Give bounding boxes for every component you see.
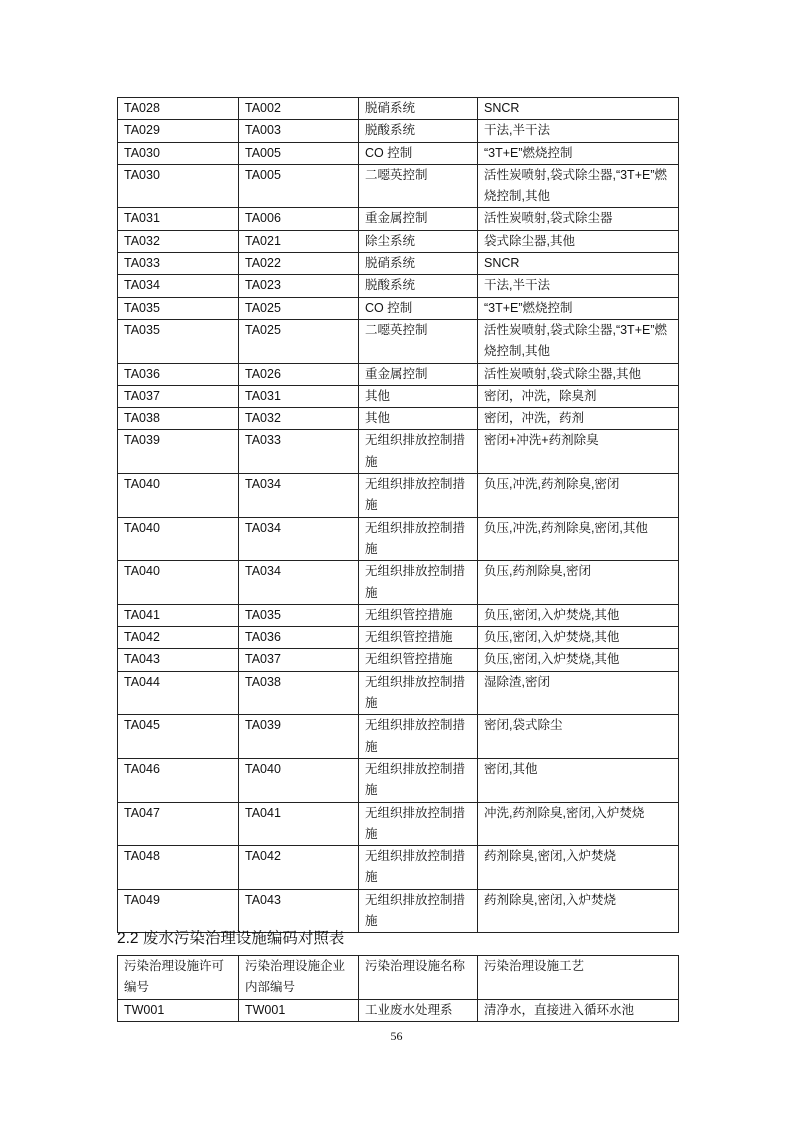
table-cell: 药剂除臭,密闭,入炉焚烧 [478, 846, 679, 890]
table-cell: 污染治理设施工艺 [478, 956, 679, 1000]
table-row [118, 846, 679, 890]
table-cell: 负压,冲洗,药剂除臭,密闭 [478, 474, 679, 518]
table-cell: TA006 [239, 208, 359, 230]
table-cell: TA005 [239, 142, 359, 164]
table-cell: TA047 [118, 802, 239, 846]
table-cell: 二噁英控制 [359, 319, 478, 363]
table-row [118, 758, 679, 802]
table-cell: 无组织排放控制措施 [359, 758, 478, 802]
table-cell: TA035 [118, 297, 239, 319]
table-cell: TA038 [239, 671, 359, 715]
table-cell: TA036 [239, 627, 359, 649]
table-row [118, 98, 679, 120]
table-cell: 无组织排放控制措施 [359, 846, 478, 890]
table-cell: TW001 [118, 999, 239, 1021]
table-row [118, 275, 679, 297]
table-cell: TA033 [239, 430, 359, 474]
table-cell: 负压,密闭,入炉焚烧,其他 [478, 627, 679, 649]
table-row [118, 164, 679, 208]
table-cell: 药剂除臭,密闭,入炉焚烧 [478, 889, 679, 933]
table-cell: 无组织排放控制措施 [359, 517, 478, 561]
table-cell: 除尘系统 [359, 230, 478, 252]
table-cell: TA025 [239, 297, 359, 319]
table-cell: TA040 [118, 517, 239, 561]
table-cell: TA035 [118, 319, 239, 363]
table-cell: TA003 [239, 120, 359, 142]
table-cell: 负压,冲洗,药剂除臭,密闭,其他 [478, 517, 679, 561]
table-cell: 袋式除尘器,其他 [478, 230, 679, 252]
table-cell: 二噁英控制 [359, 164, 478, 208]
table-cell: TA026 [239, 363, 359, 385]
table-row [118, 517, 679, 561]
table-cell: SNCR [478, 98, 679, 120]
wastewater-facility-code-table [117, 955, 679, 1022]
table-cell: 负压,药剂除臭,密闭 [478, 561, 679, 605]
table-cell: TA039 [118, 430, 239, 474]
table-cell: 污染治理设施企业内部编号 [239, 956, 359, 1000]
table-cell: 无组织管控措施 [359, 627, 478, 649]
table-cell: TA036 [118, 363, 239, 385]
table-row [118, 430, 679, 474]
table-row [118, 649, 679, 671]
table-cell: 密闭，冲洗，除臭剂 [478, 385, 679, 407]
table-cell: 活性炭喷射,袋式除尘器 [478, 208, 679, 230]
table-row [118, 385, 679, 407]
table-cell: 湿除渣,密闭 [478, 671, 679, 715]
table-cell: 密闭+冲洗+药剂除臭 [478, 430, 679, 474]
table-cell: TA038 [118, 408, 239, 430]
table-cell: TA045 [118, 715, 239, 759]
table-cell: 无组织排放控制措施 [359, 671, 478, 715]
table-row [118, 999, 679, 1021]
table-cell: SNCR [478, 253, 679, 275]
table-cell: TA041 [118, 604, 239, 626]
table-cell: 干法,半干法 [478, 275, 679, 297]
table-cell: 无组织排放控制措施 [359, 802, 478, 846]
table-cell: 重金属控制 [359, 363, 478, 385]
table-cell: TA046 [118, 758, 239, 802]
table-cell: “3T+E”燃烧控制 [478, 297, 679, 319]
table-cell: 无组织排放控制措施 [359, 561, 478, 605]
table-cell: TA023 [239, 275, 359, 297]
table-cell: TA030 [118, 142, 239, 164]
table-cell: 密闭，冲洗，药剂 [478, 408, 679, 430]
table-cell: TA031 [239, 385, 359, 407]
table-cell: TA042 [118, 627, 239, 649]
table-cell: TA043 [239, 889, 359, 933]
table-row [118, 604, 679, 626]
table-cell: TA005 [239, 164, 359, 208]
table-cell: TA033 [118, 253, 239, 275]
table-row [118, 561, 679, 605]
table-header-row [118, 956, 679, 1000]
page-number: 56 [390, 1029, 403, 1043]
table-cell: TA040 [118, 561, 239, 605]
table-row [118, 671, 679, 715]
table-cell: 无组织管控措施 [359, 649, 478, 671]
table-cell: TA025 [239, 319, 359, 363]
section-title: 2.2 废水污染治理设施编码对照表 [117, 930, 345, 947]
table-cell: TA040 [118, 474, 239, 518]
table-row [118, 802, 679, 846]
table-cell: TA039 [239, 715, 359, 759]
table-cell: TA032 [239, 408, 359, 430]
table-cell: TA002 [239, 98, 359, 120]
air-facility-code-table [117, 97, 679, 933]
table-cell: TA028 [118, 98, 239, 120]
table-row [118, 142, 679, 164]
table-cell: TA037 [239, 649, 359, 671]
table-row [118, 627, 679, 649]
table-cell: TA041 [239, 802, 359, 846]
table-cell: TA042 [239, 846, 359, 890]
table-cell: TA034 [239, 474, 359, 518]
table-row [118, 208, 679, 230]
table-cell: 密闭,袋式除尘 [478, 715, 679, 759]
table-cell: 冲洗,药剂除臭,密闭,入炉焚烧 [478, 802, 679, 846]
table-cell: 脱硝系统 [359, 98, 478, 120]
table-row [118, 120, 679, 142]
table-cell: TA034 [239, 517, 359, 561]
table-cell: TA034 [118, 275, 239, 297]
table-cell: TA021 [239, 230, 359, 252]
table-cell: 污染治理设施许可编号 [118, 956, 239, 1000]
table-cell: 工业废水处理系 [359, 999, 478, 1021]
table-cell: TA031 [118, 208, 239, 230]
table-cell: 负压,密闭,入炉焚烧,其他 [478, 649, 679, 671]
table-cell: CO 控制 [359, 142, 478, 164]
table-row [118, 230, 679, 252]
table-cell: TA044 [118, 671, 239, 715]
table-cell: 密闭,其他 [478, 758, 679, 802]
table-row [118, 363, 679, 385]
table-row [118, 297, 679, 319]
table-cell: 重金属控制 [359, 208, 478, 230]
table-cell: 其他 [359, 408, 478, 430]
table-cell: TA048 [118, 846, 239, 890]
table-cell: 无组织排放控制措施 [359, 474, 478, 518]
table-cell: TA032 [118, 230, 239, 252]
table-cell: 活性炭喷射,袋式除尘器,“3T+E”燃烧控制,其他 [478, 164, 679, 208]
table-cell: TW001 [239, 999, 359, 1021]
table-cell: 清净水，直接进入循环水池 [478, 999, 679, 1021]
table-cell: 脱硝系统 [359, 253, 478, 275]
table-row [118, 253, 679, 275]
table-cell: TA030 [118, 164, 239, 208]
table-cell: 活性炭喷射,袋式除尘器,其他 [478, 363, 679, 385]
table-cell: TA022 [239, 253, 359, 275]
table-cell: 污染治理设施名称 [359, 956, 478, 1000]
table-cell: TA040 [239, 758, 359, 802]
table-cell: TA035 [239, 604, 359, 626]
table-cell: TA034 [239, 561, 359, 605]
table-cell: TA037 [118, 385, 239, 407]
table-cell: 其他 [359, 385, 478, 407]
table-cell: 无组织排放控制措施 [359, 430, 478, 474]
table-cell: 无组织排放控制措施 [359, 889, 478, 933]
table-cell: 干法,半干法 [478, 120, 679, 142]
table-cell: 脱酸系统 [359, 275, 478, 297]
table-cell: 负压,密闭,入炉焚烧,其他 [478, 604, 679, 626]
table-cell: “3T+E”燃烧控制 [478, 142, 679, 164]
table-row [118, 715, 679, 759]
table-cell: 无组织管控措施 [359, 604, 478, 626]
table-cell: 脱酸系统 [359, 120, 478, 142]
table-cell: CO 控制 [359, 297, 478, 319]
table-cell: TA043 [118, 649, 239, 671]
table-cell: 无组织排放控制措施 [359, 715, 478, 759]
table-row [118, 408, 679, 430]
table-cell: 活性炭喷射,袋式除尘器,“3T+E”燃烧控制,其他 [478, 319, 679, 363]
table-cell: TA029 [118, 120, 239, 142]
table-row [118, 319, 679, 363]
table-cell: TA049 [118, 889, 239, 933]
table-row [118, 474, 679, 518]
